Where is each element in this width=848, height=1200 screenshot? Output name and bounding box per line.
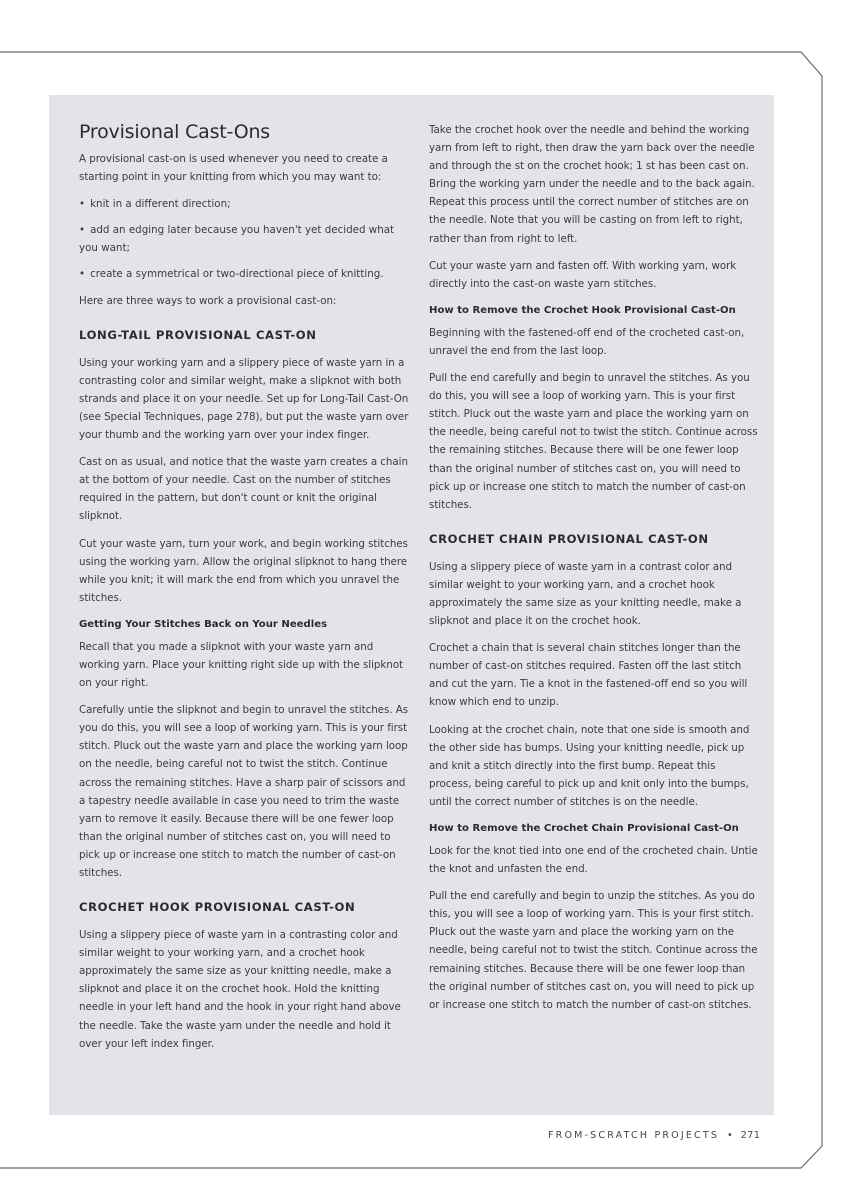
bullet-item: • knit in a different direction; xyxy=(79,198,231,211)
paragraph: Recall that you made a slipknot with your waste yarn and working yarn. Place your knitting right side up with the slipknot on your right. xyxy=(79,640,403,690)
footer-section-name: FROM-SCRATCH PROJECTS xyxy=(548,1130,720,1141)
paragraph: Pull the end carefully and begin to unzip the stitches. As you do this, you will see a loop of working yarn. This is your first stitch. Pluck out the waste yarn and place the working yarn on the needle, being careful not to twist the stitch. Continue across the remaining stitches. Because there will be one fewer loop than the original number of stitches cast on, you will need to pick up or increase one stitch to match the number of cast-on stitches. xyxy=(429,890,758,1011)
paragraph: Beginning with the fastened-off end of the crocheted cast-on, unravel the end from the last loop. xyxy=(429,326,745,357)
right-column xyxy=(429,121,761,1023)
paragraph: Pull the end carefully and begin to unravel the stitches. As you do this, you will see a loop of working yarn. This is your first stitch. Pluck out the waste yarn and place the working yarn on the needle, being careful not to twist the stitch. Continue across the remaining stitches. Because there will be one fewer loop than the original number of stitches cast on, you will need to pick up or increase one stitch to match the number of cast-on stitches. xyxy=(429,372,758,511)
intro-paragraph: A provisional cast-on is used whenever you need to create a starting point in your knitting from which you may want to: xyxy=(79,153,388,184)
paragraph: Using a slippery piece of waste yarn in a contrasting color and similar weight to your working yarn, and a crochet hook approximately the same size as your knitting needle, make a slipknot and place it on the crochet hook. Hold the knitting needle in your left hand and the hook in your right hand above the needle. Take the waste yarn under the needle and hold it over your left index finger. xyxy=(79,929,401,1050)
paragraph: Crochet a chain that is several chain stitches longer than the number of cast-on stitches required. Fasten off the last stitch and cut the yarn. Tie a knot in the fastened-off end so you will know which end to unzip. xyxy=(429,642,748,709)
paragraph: Look for the knot tied into one end of the crocheted chain. Untie the knot and unfasten the end. xyxy=(429,845,758,876)
bullet-item: • create a symmetrical or two-directional piece of knitting. xyxy=(79,268,384,281)
bullet-item: • add an edging later because you haven't yet decided what you want; xyxy=(79,224,395,255)
section-heading-long-tail: LONG-TAIL PROVISIONAL CAST-ON xyxy=(79,327,317,342)
left-column xyxy=(79,120,411,1062)
page-title: Provisional Cast-Ons xyxy=(79,121,271,143)
paragraph: Cut your waste yarn, turn your work, and begin working stitches using the working yarn. Allow the original slipknot to hang there while you knit; it will mark the end from which you unravel the stitches. xyxy=(79,537,408,604)
paragraph: Carefully untie the slipknot and begin to unravel the stitches. As you do this, you will see a loop of working yarn. This is your first stitch. Pluck out the waste yarn and place the working yarn loop on the needle, being careful not to twist the stitch. Continue across the remaining stitches. Have a sharp pair of scissors and a tapestry needle available in case you need to trim the waste yarn to remove it easily. Because there will be one fewer loop than the original number of stitches cast on, you will need to pick up or increase one stitch to match the number of cast-on stitches. xyxy=(79,704,409,879)
content-panel xyxy=(49,95,774,1115)
section-heading-crochet-chain: CROCHET CHAIN PROVISIONAL CAST-ON xyxy=(429,531,709,546)
paragraph: Take the crochet hook over the needle and behind the working yarn from left to right, then draw the yarn back over the needle and through the st on the crochet hook; 1 st has been cast on. Bring the working yarn under the needle and to the back again. Repeat this process until the correct number of stitches are on the needle. Note that you will be casting on from left to right, rather than from right to left. xyxy=(429,124,755,245)
page-number: 271 xyxy=(740,1130,761,1141)
paragraph: Using a slippery piece of waste yarn in a contrast color and similar weight to your working yarn, and a crochet hook approximately the same size as your knitting needle, make a slipknot and place it on the crochet hook. xyxy=(429,560,742,628)
footer-separator: • xyxy=(727,1130,733,1141)
paragraph: Using your working yarn and a slippery piece of waste yarn in a contrasting color and similar weight, make a slipknot with both strands and place it on your needle. Set up for Long-Tail Cast-On (see Special Techniques, page 278), but put the waste yarn over your thumb and the working yarn over your index finger. xyxy=(79,356,409,442)
subheading-remove-crochet-chain: How to Remove the Crochet Chain Provisional Cast-On xyxy=(429,823,739,834)
page-footer xyxy=(548,1130,760,1141)
section-heading-crochet-hook: CROCHET HOOK PROVISIONAL CAST-ON xyxy=(79,900,356,915)
subheading-getting-stitches-back: Getting Your Stitches Back on Your Needles xyxy=(79,618,328,630)
paragraph: Cast on as usual, and notice that the waste yarn creates a chain at the bottom of your needle. Cast on the number of stitches required in the pattern, but don't count or knit the original slipknot. xyxy=(79,456,408,523)
subheading-remove-crochet-hook: How to Remove the Crochet Hook Provisional Cast-On xyxy=(429,304,736,316)
paragraph: Looking at the crochet chain, note that one side is smooth and the other side has bumps. Using your knitting needle, pick up and knit a stitch directly into the first bump. Repeat this process, being careful to pick up and knit only into the bumps, until the correct number of stitches is on the needle. xyxy=(429,723,750,808)
paragraph: Cut your waste yarn and fasten off. With working yarn, work directly into the cast-on waste yarn stitches. xyxy=(429,259,737,290)
intro-end-paragraph: Here are three ways to work a provisional cast-on: xyxy=(79,294,337,307)
